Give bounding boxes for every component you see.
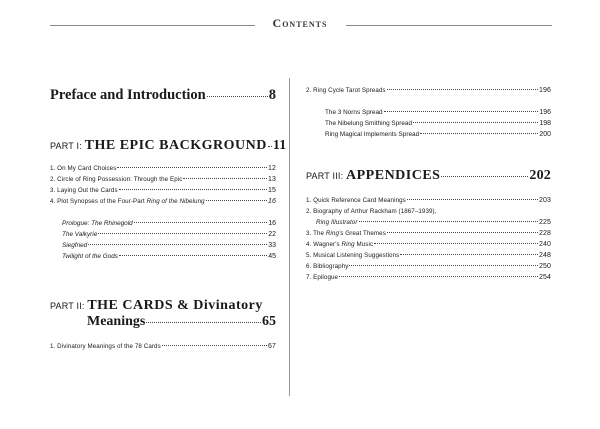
toc-subitem[interactable]: The 3 Norns Spread 196 — [325, 109, 551, 116]
part2-title-line1: THE CARDS & Divinatory — [87, 298, 263, 313]
page-title: Contents — [272, 16, 328, 30]
toc-part1[interactable]: PART I: THE EPIC BACKGROUND 11 — [50, 138, 287, 153]
toc-item[interactable]: 6. Bibliography 250 — [306, 263, 551, 270]
part3-title: APPENDICES — [346, 168, 441, 183]
toc-item-line1[interactable]: 2. Biography of Arthur Rackham (1867–1939), — [306, 208, 437, 215]
toc-subitem[interactable]: Siegfried 33 — [62, 242, 276, 249]
toc-part2-line2[interactable]: Meanings 65 — [87, 314, 276, 329]
toc-subitem[interactable]: Twilight of the Gods 45 — [62, 253, 276, 260]
part1-title: THE EPIC BACKGROUND — [84, 138, 267, 153]
toc-item[interactable]: 2. Ring Cycle Tarot Spreads 196 — [306, 87, 551, 94]
toc-subitem[interactable]: Ring Magical Implements Spread 200 — [325, 131, 551, 138]
toc-item[interactable]: 1. On My Card Choices 12 — [50, 165, 276, 172]
toc-item[interactable]: 1. Divinatory Meanings of the 78 Cards 67 — [50, 343, 276, 350]
toc-item[interactable]: 3. Laying Out the Cards 15 — [50, 187, 276, 194]
toc-part2[interactable] — [50, 298, 263, 314]
part1-prefix: PART I: — [50, 141, 82, 151]
toc-part3[interactable]: PART III: APPENDICES 202 — [306, 168, 551, 183]
toc-item-line2[interactable]: Ring Illustrator 225 — [316, 219, 551, 226]
part2-prefix: PART II: — [50, 301, 85, 311]
toc-item[interactable]: 2. Circle of Ring Possession: Through the Epic 13 — [50, 176, 276, 183]
toc-subitem[interactable]: Prologue: The Rhinegold 16 — [62, 220, 276, 227]
toc-item[interactable]: 7. Epilogue 254 — [306, 274, 551, 281]
toc-item[interactable]: 1. Quick Reference Card Meanings 203 — [306, 197, 551, 204]
toc-item[interactable]: 4. Wagner's Ring Music 240 — [306, 241, 551, 248]
column-divider — [289, 78, 290, 396]
part2-title-line2: Meanings — [87, 314, 146, 329]
toc-subitem[interactable]: The Valkyrie 22 — [62, 231, 276, 238]
toc-preface[interactable]: Preface and Introduction 8 — [50, 87, 276, 103]
toc-subitem[interactable]: The Nibelung Smithing Spread 198 — [325, 120, 551, 127]
toc-item[interactable]: 5. Musical Listening Suggestions 248 — [306, 252, 551, 259]
part3-prefix: PART III: — [306, 171, 344, 181]
toc-item[interactable]: 3. The Ring's Great Themes 228 — [306, 230, 551, 237]
toc-item[interactable]: 4. Plot Synopses of the Four-Part Ring of the Nibelung 16 — [50, 198, 276, 205]
